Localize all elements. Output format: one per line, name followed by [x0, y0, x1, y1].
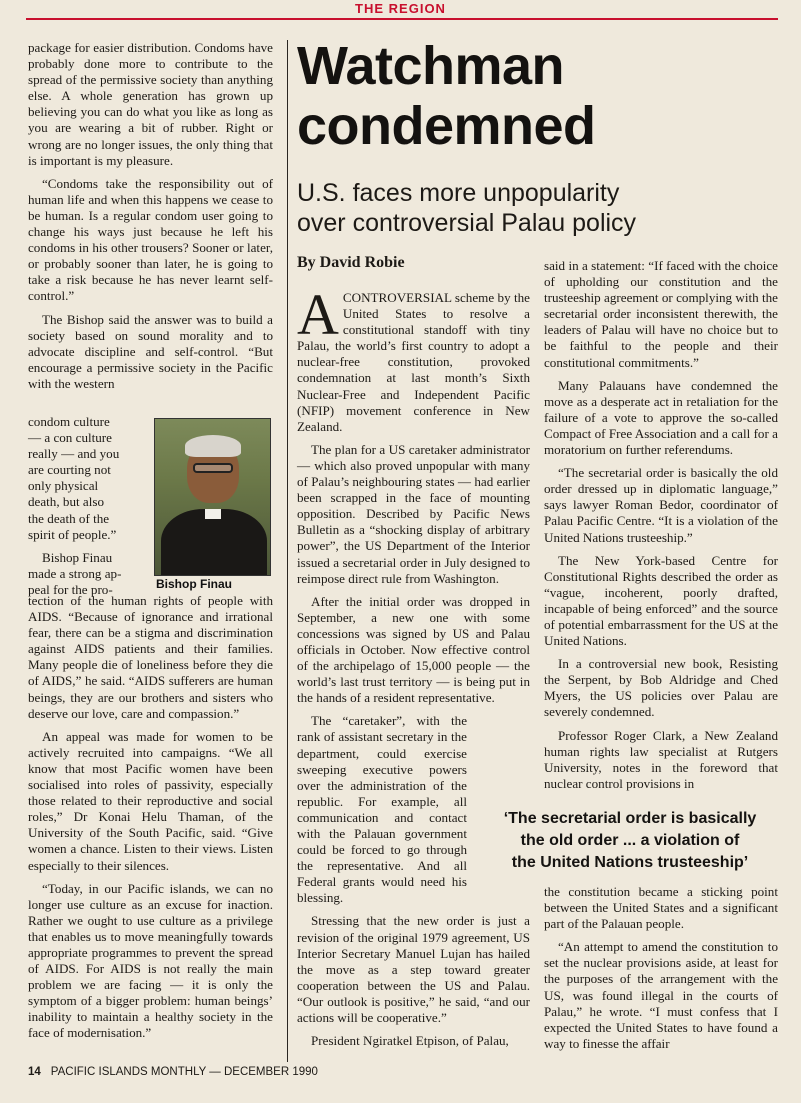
headline	[297, 36, 777, 156]
paragraph: Stressing that the new order is just a revision of the original 1979 agreement, US Interior Secretary Manuel Lujan has hailed the move as a step toward greater cooperation between the US and Palau. “Our outlook is positive,” he said, “and our actions will be cooperative.”	[297, 913, 530, 1026]
paragraph: tection of the human rights of people with AIDS. “Because of ignorance and irrational fear, there can be a stigma and discrimination against AIDS patients and their families. Many people die of loneliness before they die of AIDS,” he said. “AIDS sufferers are human beings, they are our brothers and sisters who deserve our love, care and compassion.”	[28, 593, 273, 721]
wrap-line: made a strong ap-	[28, 565, 122, 581]
wrap-line: Bishop Finau	[42, 549, 113, 565]
subheadline-line: over controversial Palau policy	[297, 209, 637, 237]
column-right	[544, 258, 778, 799]
column-middle	[297, 282, 530, 1056]
paragraph-text: The “caretaker”, with the rank of assistant secretary in the department, could exercise sweeping executive powers over the administration of the republic. For example, all communication and contact with the Palauan government could be forced to go through the representative. And all Federal grants would need his blessing.	[297, 713, 467, 906]
pull-quote-line: the United Nations trusteeship’	[511, 854, 749, 871]
paragraph: In a controversial new book, Resisting the Serpent, by Bob Aldridge and Ched Myers, the US policies over Palau are severely condemned.	[544, 656, 778, 720]
photo-wrap-text	[28, 414, 152, 598]
page-number: 14	[28, 1066, 41, 1078]
paragraph: said in a statement: “If faced with the choice of upholding our constitution and the trusteeship agreement or complying with the secretarial order inconsistent therewith, the leaders of Palau will have no choice but to be faithful to the people and their constitutional commitments.”	[544, 258, 778, 370]
photo-figure-glasses	[193, 463, 233, 473]
wrap-line: really — and you	[28, 446, 120, 462]
pull-quote-line: the old order ... a violation of	[520, 832, 740, 849]
paragraph: An appeal was made for women to be actively recruited into campaigns. “We all know that most Pacific women have been socialised into roles of passivity, especially those related to their reproductive and social roles,” Dr Konai Helu Thaman, of the University of the South Pacific, said. “Give women a chance. Listen to their views. Listen especially to their silences.	[28, 728, 273, 873]
photo-figure-collar	[205, 509, 221, 519]
lead-paragraph	[297, 282, 530, 435]
section-title: THE REGION	[355, 1, 446, 16]
bishop-photo	[154, 418, 271, 576]
wrap-line: peal for the pro-	[28, 581, 113, 597]
paragraph: Professor Roger Clark, a New Zealand human rights law specialist at Rutgers University, notes in the foreword that nuclear control provisions in	[544, 727, 778, 791]
byline: By David Robie	[297, 254, 405, 271]
wrap-line: — a con culture	[28, 430, 112, 446]
photo-figure-body	[161, 509, 267, 576]
paragraph: President Ngiratkel Etpison, of Palau,	[311, 1033, 509, 1049]
publication-name: PACIFIC ISLANDS MONTHLY — DECEMBER 1990	[50, 1066, 318, 1078]
paragraph: “Condoms take the responsibility out of human life and when this happens we cease to be human. Is a regular condom user going to change his ways just because he left his condoms in his other trousers? Sooner or later, or probably sooner than later, he is going to take a risk because he has never learnt self-control.”	[28, 175, 273, 304]
headline-line: Watchman	[297, 36, 565, 96]
subheadline	[297, 178, 777, 238]
wrap-line: spirit of people.”	[28, 526, 117, 542]
wrap-line: death, but also	[28, 494, 104, 510]
paragraph: After the initial order was dropped in September, a new one with some concessions was signed by US and Palau officials in October. Now effective control of the archipelago of 15,000 people — the world’s last trust territory — is being put in the hands of a resident representative.	[297, 593, 530, 706]
paragraph: “The secretarial order is basically the old order dressed up in diplomatic language,” says lawyer Roman Bedor, coordinator of Palau Pacific Centre. “It is a violation of the United Nations trusteeship.”	[544, 465, 778, 545]
photo-caption: Bishop Finau	[156, 577, 232, 591]
paragraph: The Bishop said the answer was to build a society based on sound morality and to advocate discipline and self-control. “But encourage a permissive society in the Pacific with the western	[28, 311, 273, 391]
pull-quote-line: ‘The secretarial order is basically	[503, 810, 757, 827]
wrap-line: condom culture	[28, 414, 110, 429]
paragraph: the constitution became a sticking point between the United States and a significant part of the Palauan people.	[544, 884, 778, 932]
column-left	[28, 40, 273, 392]
paragraph: The plan for a US caretaker administrator — which also proved unpopular with many of Palau’s neighbouring states — had earlier been scrapped in the face of mounting opposition. Described by Pacific News Bulletin as a “shocking display of arbitrary power”, the US Department of the Interior issued a secretarial order in July designed to reimpose direct rule from Washington.	[297, 441, 530, 586]
wrap-line: are courting not	[28, 462, 111, 478]
paragraph: The New York-based Centre for Constitutional Rights described the order as “vague, incoherent, poorly drafted, incapable of being enforced” and the source of potential embarrassment for the US at the United Nations.	[544, 552, 778, 649]
page-footer	[28, 1066, 328, 1078]
paragraph	[297, 713, 467, 906]
subheadline-line: U.S. faces more unpopularity	[297, 179, 620, 207]
lead-text: CONTROVERSIAL scheme by the United States to resolve a constitutional standoff with tiny Palau, the world’s first country to adopt a nuclear-free constitution, provoked condemnation at last month’s Sixth Nuclear-Free and Independent Pacific (NFIP) movement conference in New Zealand.	[297, 290, 530, 434]
paragraph: package for easier distribution. Condoms have probably done more to contribute to the spread of the permissive society than anything else. A whole generation has grown up believing you can do what you like as long as you are wearing a bit of rubber. Right or wrong are no longer issues, the only thing that is important is my pleasure.	[28, 40, 273, 168]
top-rule	[26, 18, 778, 20]
column-left-lower	[28, 593, 273, 1042]
photo-figure-hair	[185, 435, 241, 457]
paragraph: “Today, in our Pacific islands, we can no longer use culture as an excuse for inaction. Rather we ought to use culture as a privilege that enables us to move meaningfully towards appropriate programmes to prevent the spread of AIDS. For AIDS is not really the main problem we are facing — it is only the symptom of a bigger problem: human beings’ inability to maintain a healthy society in the face of modernisation.”	[28, 880, 273, 1041]
column-right-lower	[544, 884, 778, 1059]
paragraph: Many Palauans have condemned the move as a desperate act in retaliation for the failure of a vote to approve the so-called Compact of Free Association and a call for a moratorium on further referendums.	[544, 377, 778, 458]
pull-quote	[482, 808, 778, 874]
headline-line: condemned	[297, 96, 596, 156]
wrap-line: the death of the	[28, 510, 110, 526]
wrap-line: only physical	[28, 478, 99, 494]
paragraph: “An attempt to amend the constitution to set the nuclear provisions aside, at least for the purposes of the arrangement with the US, was found illegal in the courts of Palau,” he wrote. “I must confess that I expected the United States to have found a way to finesse the affair	[544, 939, 778, 1051]
column-divider	[287, 40, 288, 1062]
drop-cap: A	[297, 282, 339, 347]
section-banner	[0, 0, 801, 18]
